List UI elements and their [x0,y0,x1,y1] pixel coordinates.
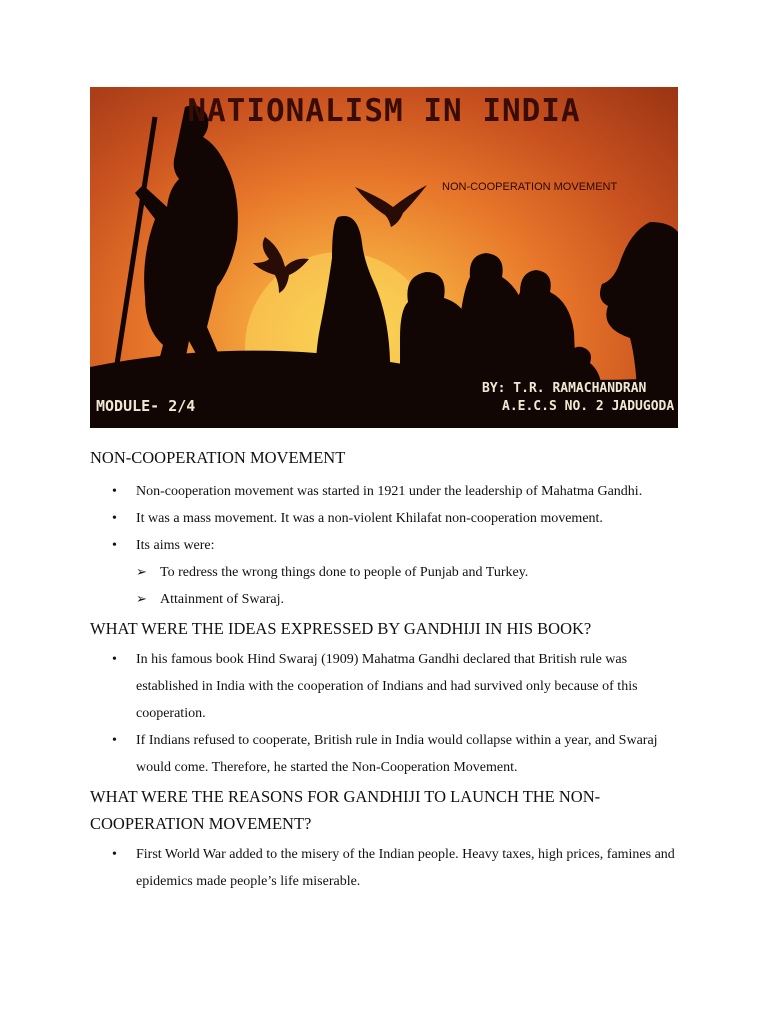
list-item: • First World War added to the misery of the Indian people. Heavy taxes, high prices, famines and epidemics made people’s life miserable. [90,841,690,895]
list-item: • It was a mass movement. It was a non-violent Khilafat non-cooperation movement. [90,505,690,532]
list-item: • If Indians refused to cooperate, British rule in India would collapse within a year, and Swaraj would come. Therefore, he started the Non-Cooperation Movement. [90,727,690,781]
banner-school: A.E.C.S NO. 2 JADUGODA [502,399,675,414]
section-heading: WHAT WERE THE IDEAS EXPRESSED BY GANDHIJI IN HIS BOOK? [90,619,592,638]
list-item: ➢ Attainment of Swaraj. [90,586,690,613]
list-item: • Non-cooperation movement was started in 1921 under the leadership of Mahatma Gandhi. [90,478,690,505]
list-item: • Its aims were: [90,532,690,559]
list-item: • In his famous book Hind Swaraj (1909) Mahatma Gandhi declared that British rule was established in India with the cooperation of Indians and had survived only because of this cooperation. [90,646,690,727]
section-heading: NON-COOPERATION MOVEMENT [90,448,346,467]
document-body [90,444,690,895]
cover-banner [90,87,678,428]
bullet-list [90,646,690,781]
banner-title: NATIONALISM IN INDIA [187,93,581,129]
banner-author: BY: T.R. RAMACHANDRAN [482,381,647,396]
section-heading: WHAT WERE THE REASONS FOR GANDHIJI TO LAUNCH THE NON-COOPERATION MOVEMENT? [90,787,601,833]
silhouette-illustration [90,87,678,428]
banner-subtitle: NON-COOPERATION MOVEMENT [442,181,618,193]
banner-module-label: MODULE- 2/4 [96,397,196,415]
aims-list [90,559,690,613]
bullet-list [90,478,690,559]
bullet-list [90,841,690,895]
list-item: ➢ To redress the wrong things done to people of Punjab and Turkey. [90,559,690,586]
